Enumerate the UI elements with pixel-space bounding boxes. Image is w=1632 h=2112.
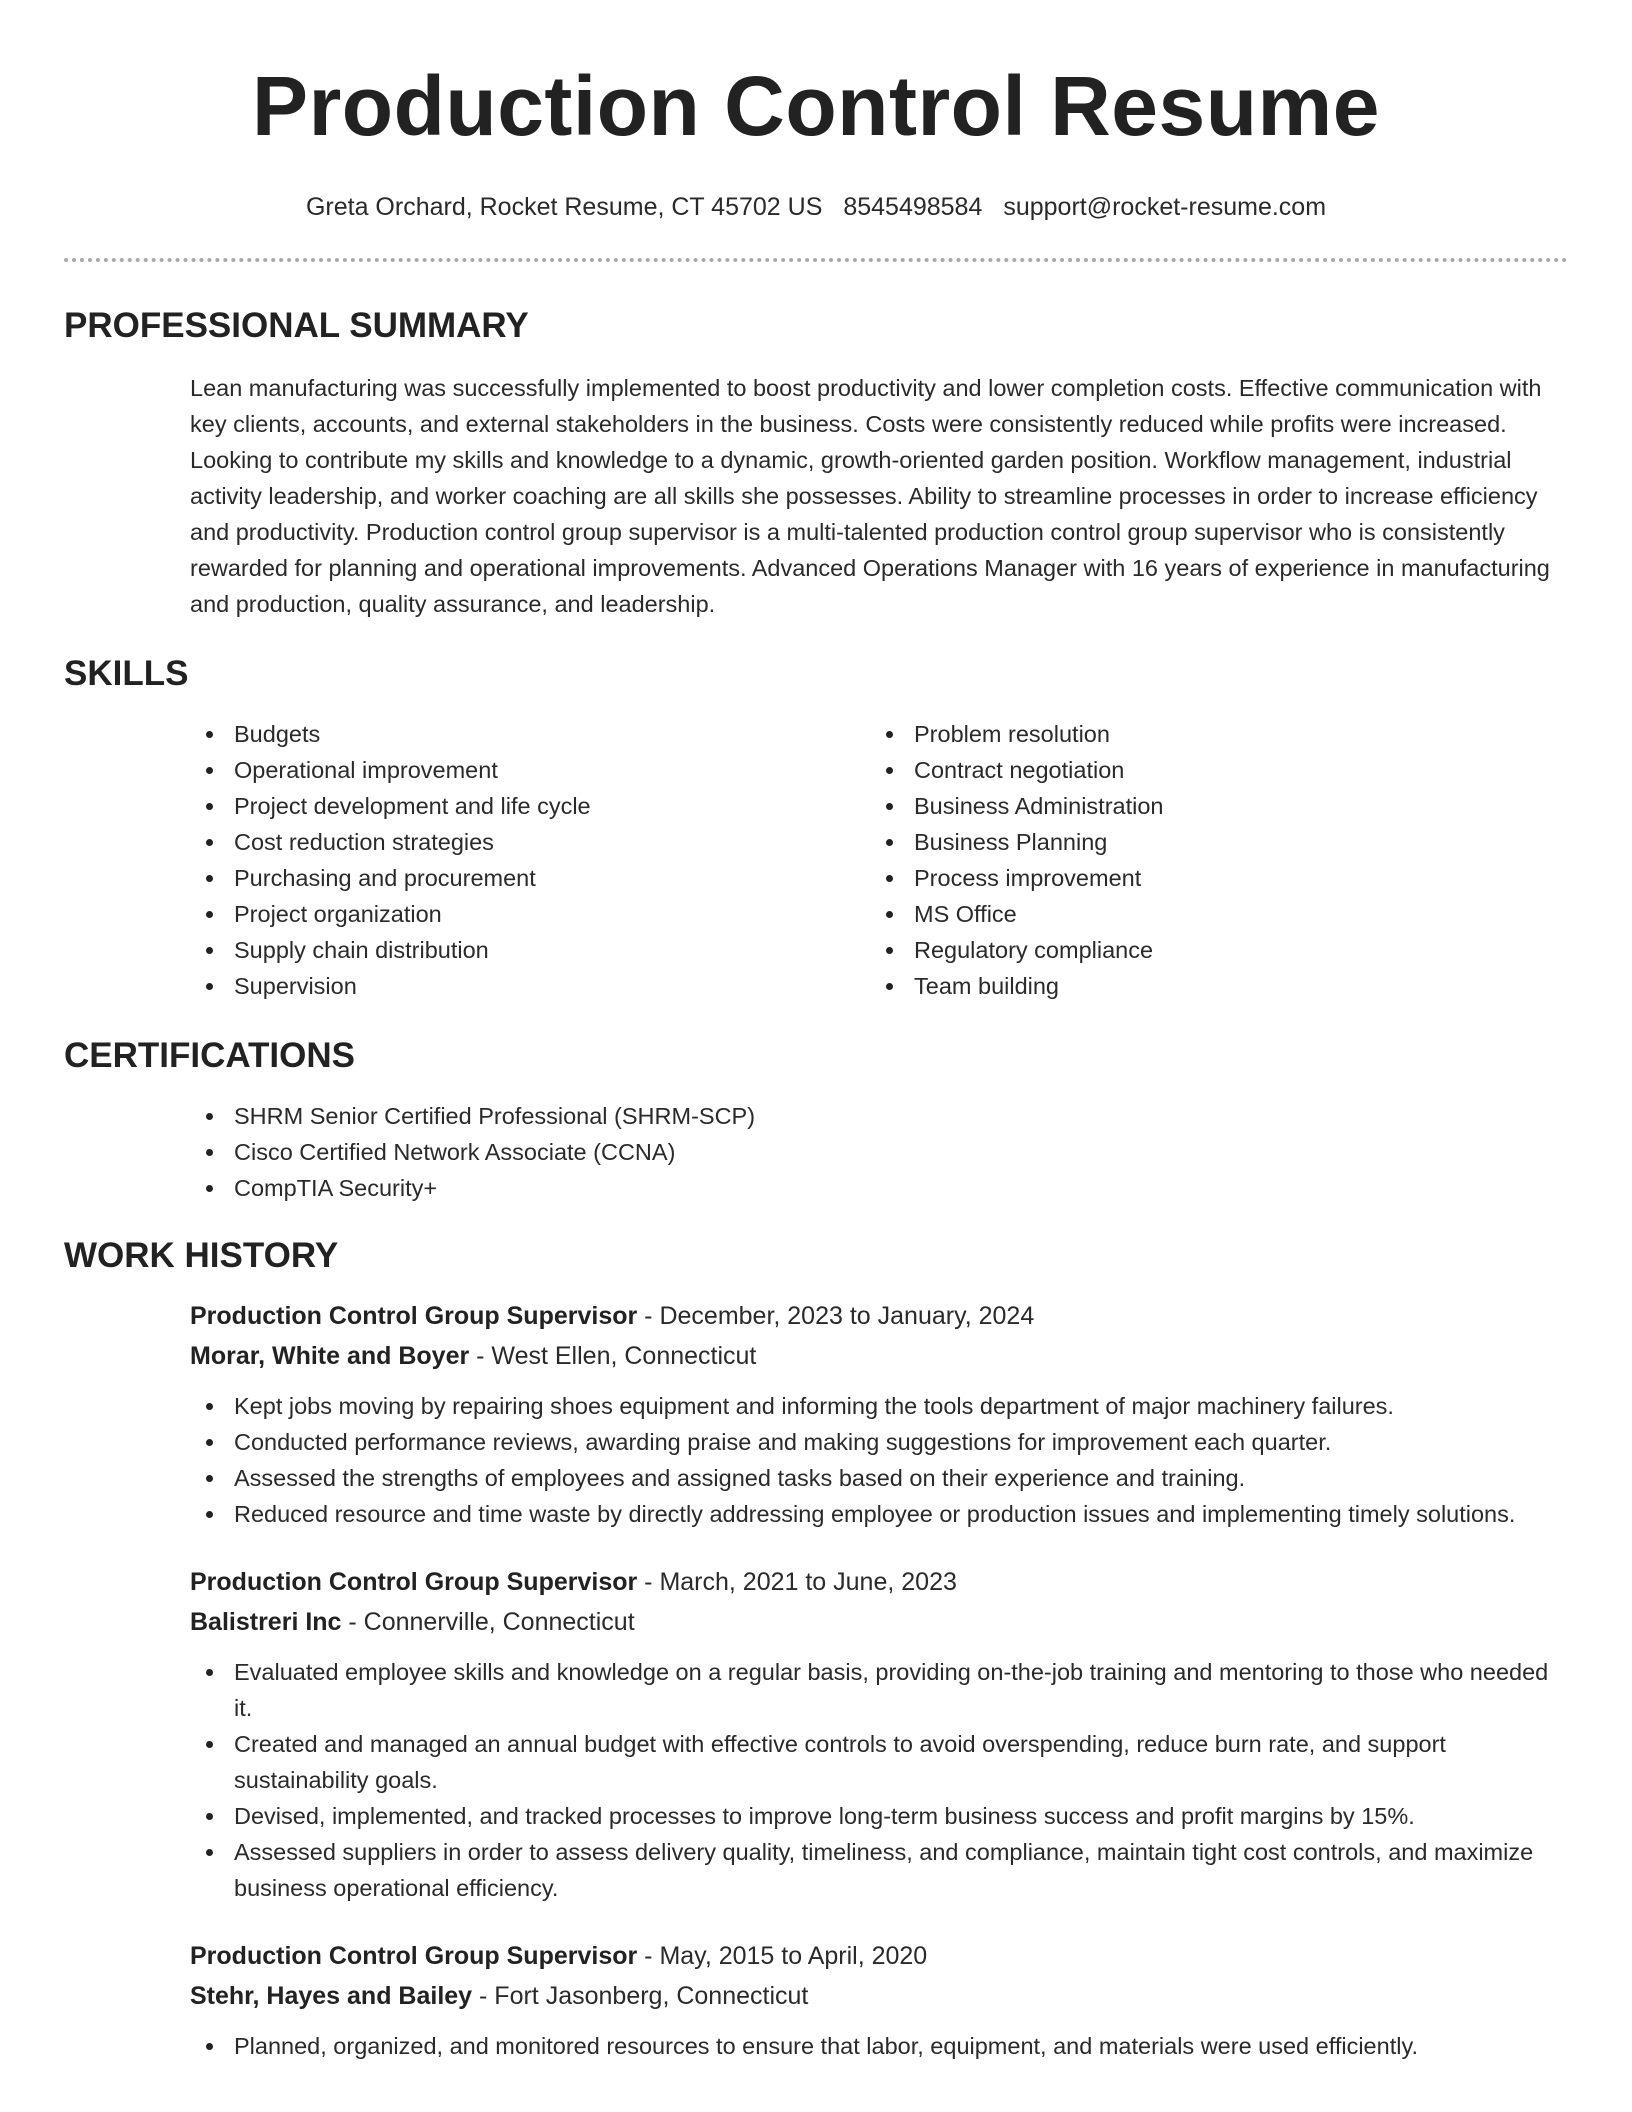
skill-item: Purchasing and procurement	[190, 860, 870, 896]
certification-item: CompTIA Security+	[190, 1170, 1568, 1206]
job-company-line	[190, 1336, 1568, 1376]
job-company-line	[190, 1976, 1568, 2016]
skill-item: Project organization	[190, 896, 870, 932]
job-dates: - March, 2021 to June, 2023	[637, 1568, 957, 1596]
skill-item: Supply chain distribution	[190, 932, 870, 968]
skill-item: Regulatory compliance	[870, 932, 1550, 968]
work-history-heading: WORK HISTORY	[64, 1236, 339, 1275]
skill-item: Operational improvement	[190, 752, 870, 788]
skill-item: Contract negotiation	[870, 752, 1550, 788]
certifications-list	[190, 1098, 1568, 1206]
summary-section	[64, 304, 1568, 622]
job-title: Production Control Group Supervisor	[190, 1942, 638, 1970]
contact-phone: 8545498584	[843, 193, 983, 221]
job-dates: - December, 2023 to January, 2024	[637, 1302, 1035, 1330]
contact-address: Greta Orchard, Rocket Resume, CT 45702 US	[305, 193, 823, 221]
job-bullet: Planned, organized, and monitored resources to ensure that labor, equipment, and materials were used efficiently.	[190, 2028, 1568, 2064]
skill-item: Process improvement	[870, 860, 1550, 896]
skill-item: Supervision	[190, 968, 870, 1004]
job-entry	[190, 1936, 1568, 2064]
job-entry	[190, 1562, 1568, 1906]
resume-title: Production Control Resume	[252, 59, 1380, 153]
skill-item: Business Planning	[870, 824, 1550, 860]
contact-email: support@rocket-resume.com	[1003, 193, 1327, 221]
skills-list-right	[870, 716, 1550, 1004]
job-location: - Connerville, Connecticut	[341, 1608, 635, 1636]
job-title-line	[190, 1936, 1568, 1976]
job-company-line	[190, 1602, 1568, 1642]
work-history-section	[64, 1234, 1568, 2064]
certification-item: SHRM Senior Certified Professional (SHRM-SCP)	[190, 1098, 1568, 1134]
skill-item: Project development and life cycle	[190, 788, 870, 824]
job-bullet: Evaluated employee skills and knowledge on a regular basis, providing on-the-job training and mentoring to those who needed it.	[190, 1654, 1568, 1726]
job-dates: - May, 2015 to April, 2020	[637, 1942, 928, 1970]
job-bullet-list	[190, 2028, 1568, 2064]
skill-item: Budgets	[190, 716, 870, 752]
job-bullet: Devised, implemented, and tracked processes to improve long-term business success and profit margins by 15%.	[190, 1798, 1568, 1834]
skills-heading: SKILLS	[64, 654, 189, 693]
certifications-heading: CERTIFICATIONS	[64, 1036, 356, 1075]
job-bullet-list	[190, 1654, 1568, 1906]
summary-heading: PROFESSIONAL SUMMARY	[64, 306, 529, 345]
job-bullet: Assessed suppliers in order to assess delivery quality, timeliness, and compliance, maintain tight cost controls, and maximize business operational efficiency.	[190, 1834, 1568, 1906]
skills-section	[64, 652, 1568, 1004]
skills-grid	[190, 716, 1568, 1004]
skill-item: Cost reduction strategies	[190, 824, 870, 860]
skill-item: MS Office	[870, 896, 1550, 932]
job-title-line	[190, 1296, 1568, 1336]
job-bullet: Conducted performance reviews, awarding praise and making suggestions for improvement each quarter.	[190, 1424, 1568, 1460]
job-location: - Fort Jasonberg, Connecticut	[472, 1982, 809, 2010]
job-bullet: Created and managed an annual budget with effective controls to avoid overspending, reduce burn rate, and support sustainability goals.	[190, 1726, 1568, 1798]
job-bullet-list	[190, 1388, 1568, 1532]
summary-text: Lean manufacturing was successfully implemented to boost productivity and lower completion costs. Effective communication with key clients, accounts, and external stakeholders in the business. Costs were consistently reduced while profits were increased. Looking to contribute my skills and knowledge to a dynamic, growth-oriented garden position. Workflow management, industrial activity leadership, and worker coaching are all skills she possesses. Ability to streamline processes in order to increase efficiency and productivity. Production control group supervisor is a multi-talented production control group supervisor who is consistently rewarded for planning and operational improvements. Advanced Operations Manager with 16 years of experience in manufacturing and production, quality assurance, and leadership.	[190, 375, 1550, 617]
certification-item: Cisco Certified Network Associate (CCNA)	[190, 1134, 1568, 1170]
job-location: - West Ellen, Connecticut	[469, 1342, 757, 1370]
skill-item: Problem resolution	[870, 716, 1550, 752]
skills-list-left	[190, 716, 870, 1004]
job-title-line	[190, 1562, 1568, 1602]
job-title: Production Control Group Supervisor	[190, 1302, 638, 1330]
job-bullet: Assessed the strengths of employees and assigned tasks based on their experience and training.	[190, 1460, 1568, 1496]
contact-line	[0, 190, 1632, 224]
certifications-section	[64, 1034, 1568, 1206]
header-divider	[64, 258, 1568, 262]
job-company: Stehr, Hayes and Bailey	[190, 1982, 473, 2010]
job-bullet: Kept jobs moving by repairing shoes equipment and informing the tools department of major machinery failures.	[190, 1388, 1568, 1424]
job-company: Balistreri Inc	[190, 1608, 342, 1636]
skill-item: Team building	[870, 968, 1550, 1004]
job-entry	[190, 1296, 1568, 1532]
job-bullet: Reduced resource and time waste by directly addressing employee or production issues and implementing timely solutions.	[190, 1496, 1568, 1532]
skill-item: Business Administration	[870, 788, 1550, 824]
job-title: Production Control Group Supervisor	[190, 1568, 638, 1596]
job-company: Morar, White and Boyer	[190, 1342, 470, 1370]
resume-header	[0, 0, 1632, 224]
